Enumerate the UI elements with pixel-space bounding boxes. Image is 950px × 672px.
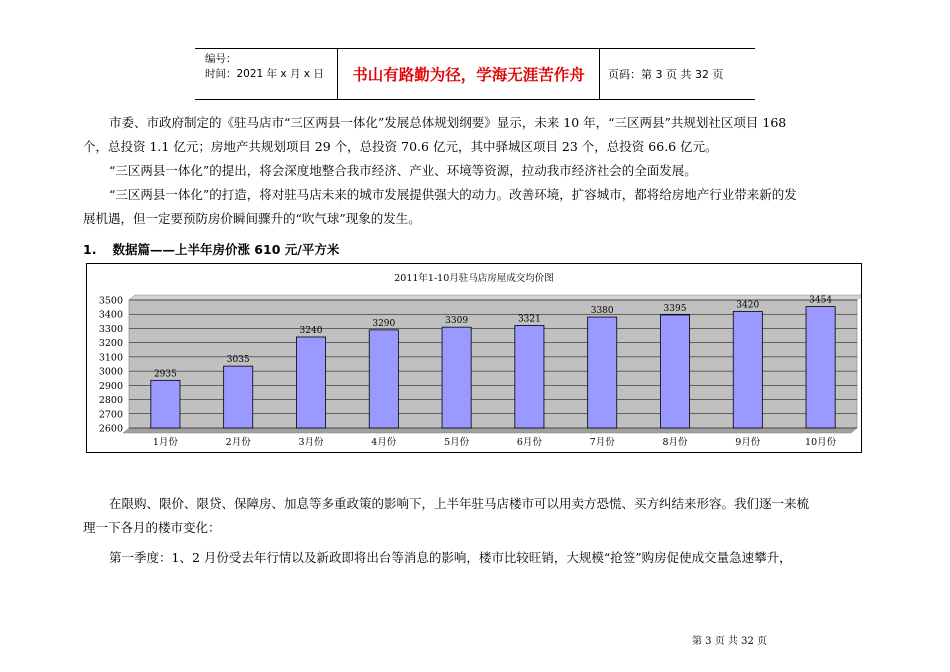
- bar: [806, 307, 835, 428]
- price-chart-svg: [87, 264, 861, 452]
- bar: [515, 325, 544, 428]
- plot-top-wall: [129, 295, 861, 300]
- data-label: 3420: [736, 300, 760, 311]
- y-tick-label: 3000: [98, 366, 123, 378]
- x-tick-label: 7月份: [589, 437, 615, 448]
- bar: [151, 380, 180, 428]
- x-tick-label: 5月份: [444, 437, 470, 448]
- y-tick-label: 2600: [98, 423, 123, 435]
- header-time-label: 时间：2021 年 x 月 x 日: [205, 68, 324, 80]
- header-motto: 书山有路勤为径，学海无涯苦作舟: [338, 49, 600, 99]
- paragraph-4-line-2: 理一下各月的楼市变化：: [83, 520, 221, 535]
- data-label: 3309: [445, 316, 469, 327]
- bar: [733, 311, 762, 428]
- paragraph-2: “三区两县一体化”的提出，将会深度地整合我市经济、产业、环境等资源，拉动我市经济社会的全面发展。: [109, 163, 697, 178]
- x-tick-label: 2月份: [225, 437, 251, 448]
- bar: [660, 315, 689, 428]
- y-tick-label: 2700: [98, 409, 123, 421]
- data-label: 3395: [663, 303, 687, 314]
- bar: [369, 330, 398, 428]
- price-chart: [86, 263, 862, 453]
- data-label: 2935: [153, 369, 177, 380]
- paragraph-5: 第一季度：1、2 月份受去年行情以及新政即将出台等消息的影响，楼市比较旺销，大规模“抢签”购房促使成交量急速攀升，: [109, 550, 792, 565]
- paragraph-3-line-2: 展机遇，但一定要预防房价瞬间骤升的“吹气球”现象的发生。: [83, 211, 421, 226]
- bar: [588, 317, 617, 428]
- y-tick-label: 2900: [98, 380, 123, 392]
- data-label: 3290: [372, 318, 396, 329]
- paragraph-4-line-1: 在限购、限价、限贷、保障房、加息等多重政策的影响下，上半年驻马店楼市可以用卖方恐慌、买方纠结来形容。我们逐一来梳: [109, 496, 810, 511]
- header-number-label: 编号：: [205, 53, 237, 65]
- data-label: 3321: [517, 314, 541, 325]
- chart-title: 2011年1-10月驻马店房屋成交均价图: [394, 273, 554, 284]
- header-page-label: 页码：第 3 页 共 32 页: [608, 68, 724, 81]
- x-tick-label: 8月份: [662, 437, 688, 448]
- section-heading-number: 1.: [83, 242, 97, 257]
- page-header: [195, 48, 755, 100]
- y-tick-label: 3400: [98, 309, 123, 321]
- data-label: 3035: [226, 355, 250, 366]
- paragraph-1-line-1: 市委、市政府制定的《驻马店市“三区两县一体化”发展总体规划纲要》显示，未来 10 年，“三区两县”共规划社区项目 168: [109, 115, 787, 130]
- header-meta: [195, 49, 338, 99]
- plot-floor: [123, 428, 857, 433]
- paragraph-1: [83, 111, 863, 135]
- x-tick-label: 4月份: [371, 437, 397, 448]
- x-tick-label: 10月份: [805, 437, 837, 448]
- bar: [442, 327, 471, 428]
- bar: [224, 366, 253, 428]
- y-tick-label: 3200: [98, 338, 123, 350]
- data-label: 3380: [590, 306, 614, 317]
- x-tick-label: 1月份: [152, 437, 178, 448]
- page-footer: 第 3 页 共 32 页: [692, 636, 767, 647]
- paragraph-3-line-1: “三区两县一体化”的打造，将对驻马店未来的城市发展提供强大的动力。改善环境，扩容城市，都将给房地产行业带来新的发: [109, 187, 797, 202]
- paragraph-1-line-2: 个，总投资 1.1 亿元；房地产共规划项目 29 个，总投资 70.6 亿元，其中驿城区项目 23 个，总投资 66.6 亿元。: [83, 139, 718, 154]
- paragraph-1-cont: [83, 135, 863, 159]
- y-tick-label: 3300: [98, 323, 123, 335]
- x-tick-label: 3月份: [298, 437, 324, 448]
- x-tick-label: 6月份: [516, 437, 542, 448]
- y-tick-label: 3100: [98, 352, 123, 364]
- y-tick-label: 2800: [98, 395, 123, 407]
- x-tick-label: 9月份: [735, 437, 761, 448]
- section-heading: [83, 240, 339, 258]
- data-label: 3454: [809, 295, 833, 306]
- bar: [296, 337, 325, 428]
- data-label: 3240: [299, 325, 323, 336]
- y-tick-label: 3500: [98, 295, 123, 307]
- section-heading-text: 数据篇——上半年房价涨 610 元/平方米: [112, 242, 340, 257]
